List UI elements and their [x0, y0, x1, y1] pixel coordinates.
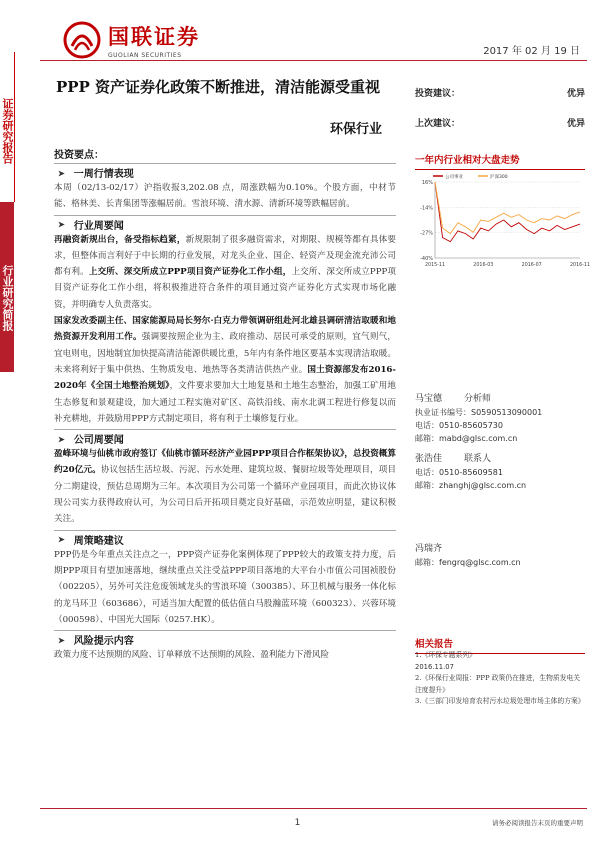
section-heading-market — [58, 165, 396, 180]
report-date: 2017 年 02 月 19 日 — [483, 46, 580, 57]
field-value: 0510-85609581 — [439, 468, 503, 477]
analyst-role: 分析师 — [464, 394, 492, 404]
current-rating-label: 投资建议： — [415, 89, 461, 99]
y-tick-label: -14% — [420, 205, 433, 212]
bold-text: 再融资新规出台，备受指标趋紧， — [54, 234, 186, 245]
field-value: mabd@glsc.com.cn — [439, 434, 518, 443]
current-rating — [415, 86, 585, 99]
field-label: 电话： — [415, 421, 439, 430]
bold-text: 国家发改委副主任、国家能源局局长努尔·白克力带领调研组赴河北雄县调研清洁取暖和地热资源开发利用工作。 — [54, 316, 396, 343]
x-tick-label: 2016-03 — [473, 263, 494, 268]
footer-divider — [40, 808, 587, 809]
arrow-right-icon: ➤ — [58, 634, 65, 645]
strip-report-type: 证券研究报告 — [0, 52, 15, 202]
x-tick-label: 2015-11 — [424, 263, 446, 268]
section-heading-company-news — [58, 431, 396, 446]
chart-title: 一年内行业相对大盘走势 — [415, 152, 585, 170]
related-report-date: 2016.11.07 — [415, 662, 454, 671]
report-title: PPP 资产证券化政策不断推进，清洁能源受重视 — [56, 78, 381, 96]
section-heading-text: 周策略建议 — [73, 535, 124, 547]
section-rule — [54, 215, 396, 216]
bold-text: 盈峰环境与仙桃市政府签订《仙桃市循环经济产业园PPP项目合作框架协议》，总投资概算约20亿元。 — [54, 449, 396, 476]
arrow-right-icon: ➤ — [58, 433, 65, 444]
previous-rating-label: 上次建议： — [415, 119, 461, 129]
body-text: ，文件要求要加大土地复垦和土地生态整治，加强工矿用地生态修复和景观建设，加大通过工程实施对矿区、高铁沿线、南水北调工程进行修复以而补充耕地，并鼓励用PPP方式制定项目，将有利于土壤修复行业。 — [54, 381, 396, 424]
analyst-block — [415, 392, 585, 445]
related-report-item[interactable]: 1.《环保专题系列》 — [415, 651, 476, 659]
related-report-item[interactable]: 2.《环保行业周报：PPP 政策仍在推进，生物质发电关注度提升》 — [415, 674, 581, 694]
key-points-heading: 投资要点： — [54, 150, 104, 161]
field-value: fengrq@glsc.com.cn — [439, 558, 521, 567]
section-heading-text: 行业周要闻 — [73, 220, 124, 232]
page-number: 1 — [294, 818, 301, 828]
section-heading-text: 公司周要闻 — [73, 435, 124, 447]
legend-label: 公司事业 — [445, 175, 463, 180]
section-rule — [54, 163, 396, 164]
analyst-name: 张浩佳 — [415, 454, 443, 464]
bold-text: 上交所、深交所成立PPP项目资产证券化工作小组， — [88, 267, 292, 278]
field-label: 执业证书编号： — [415, 408, 471, 417]
analyst-name: 冯瑞齐 — [415, 544, 443, 554]
section-heading-text: 一周行情表现 — [73, 169, 134, 180]
arrow-right-icon: ➤ — [58, 167, 65, 178]
current-rating-value: 优异 — [566, 89, 585, 99]
x-tick-label: 2016-07 — [521, 263, 542, 268]
header-divider — [40, 60, 587, 61]
risk-paragraph: 政策力度不达预期的风险、订单释放不达预期的风险、盈利能力下滑风险 — [54, 650, 330, 661]
body-text: 上交所、深交所成立PPP项目资产证券化工作小组，将积极推进符合条件的项目通过资产证券化方式实现市场化融资，并明确专人负责落实。 — [54, 267, 396, 310]
section-heading-text: 风险提示内容 — [73, 636, 134, 648]
relative-trend-chart — [415, 170, 591, 272]
legend-label: 沪深300 — [490, 175, 508, 180]
arrow-right-icon: ➤ — [58, 534, 65, 545]
section-heading-strategy — [58, 532, 396, 547]
industry-name: 环保行业 — [330, 122, 383, 137]
section-heading-industry-news — [58, 217, 396, 232]
body-text: 强调要按照企业为主、政府推动、居民可承受的原则，宜气则气，宜电则电，因地制宜加快提高清洁能源供暖比重，5年内有条件地区要基本实现清洁取暖。未来将利好于集中供热、生物质发电、地热等各类清洁供热产业。 — [54, 332, 396, 375]
company-logo — [62, 20, 200, 60]
strip-report-category: 行业研究简报 — [0, 202, 14, 372]
industry-news-paragraph-2 — [54, 313, 396, 427]
field-value: 0510-85605730 — [439, 421, 503, 430]
analyst-role: 联系人 — [464, 454, 492, 464]
contact-block-2 — [415, 542, 585, 569]
related-reports-title: 相关报告 — [415, 636, 585, 654]
field-value: zhanghj@glsc.com.cn — [439, 481, 527, 490]
bold-text: 国土资源部发布2016-2020年《全国土地整治规划》 — [54, 364, 396, 392]
previous-rating — [415, 116, 585, 129]
industry-news-paragraph-1 — [54, 232, 396, 313]
previous-rating-value: 优异 — [566, 119, 585, 129]
report-body — [54, 146, 396, 663]
logo-chinese-name: 国联证券 — [108, 24, 200, 49]
x-tick-label: 2016-11 — [569, 263, 591, 268]
footer-disclaimer: 请务必阅读报告末页的重要声明 — [492, 819, 583, 827]
field-value: S0590513090001 — [471, 408, 543, 417]
strategy-paragraph: PPP仍是今年重点关注点之一，PPP资产证券化案例体现了PPP较大的政策支持力度，后期PPP项目有望加速落地，继续重点关注受益PPP项目落地的大平台小市值公司国祯股份（002205），另外可关注危废领域龙头的雪浪环境（300385）、环卫机械与服务一体化标的龙马环卫（603686），可适当加大配置的低估值白马股瀚蓝环境（600323）、兴蓉环境（000598）、中国光大国际（0257.HK）。 — [54, 549, 396, 625]
section-rule — [54, 429, 396, 430]
y-tick-label: 16% — [421, 180, 433, 186]
section-rule — [54, 630, 396, 631]
related-reports-list — [415, 650, 585, 708]
logo-emblem-icon — [62, 20, 102, 60]
body-text: 新规限制了很多融资需求，对期限、规模等都有具体要求，但整体而言利好于中长期的行业发展，对龙头企业、国企、轻资产及现金流充沛公司都有利。 — [54, 234, 396, 278]
field-label: 邮箱： — [415, 434, 439, 443]
left-strip — [0, 52, 32, 372]
contact-block — [415, 452, 585, 492]
field-label: 电话： — [415, 468, 439, 477]
analyst-name: 马宝德 — [415, 394, 443, 404]
body-text: 协议包括生活垃圾、污泥、污水处理、建筑垃圾、餐厨垃圾等处理项目，项目分二期建设，预估总周期为三年。本次项目为公司第一个循环产业园项目，而此次协议体现公司实力获得政府认可，为公司日后开拓项目奠定良好基础，示范效应明显，建议积极关注。 — [54, 465, 396, 525]
section-heading-risk — [58, 632, 396, 647]
company-news-paragraph — [54, 446, 396, 527]
field-label: 邮箱： — [415, 481, 439, 490]
field-label: 邮箱： — [415, 558, 439, 567]
y-tick-label: -40% — [420, 256, 433, 262]
arrow-right-icon: ➤ — [58, 219, 65, 230]
section-rule — [54, 530, 396, 531]
market-paragraph: 本周（02/13-02/17）沪指收报3,202.08 点，周涨跌幅为0.10%。个股方面，中材节能、格林美、长青集团等涨幅居前。雪浪环境、清水源、清新环境等跌幅居前。 — [54, 183, 396, 210]
y-tick-label: -27% — [420, 230, 433, 237]
logo-english-name: GUOLIAN SECURITIES — [108, 52, 182, 59]
related-report-item[interactable]: 3.《三部门印发培育农村污水垃圾处理市场主体的方案》 — [415, 697, 585, 705]
